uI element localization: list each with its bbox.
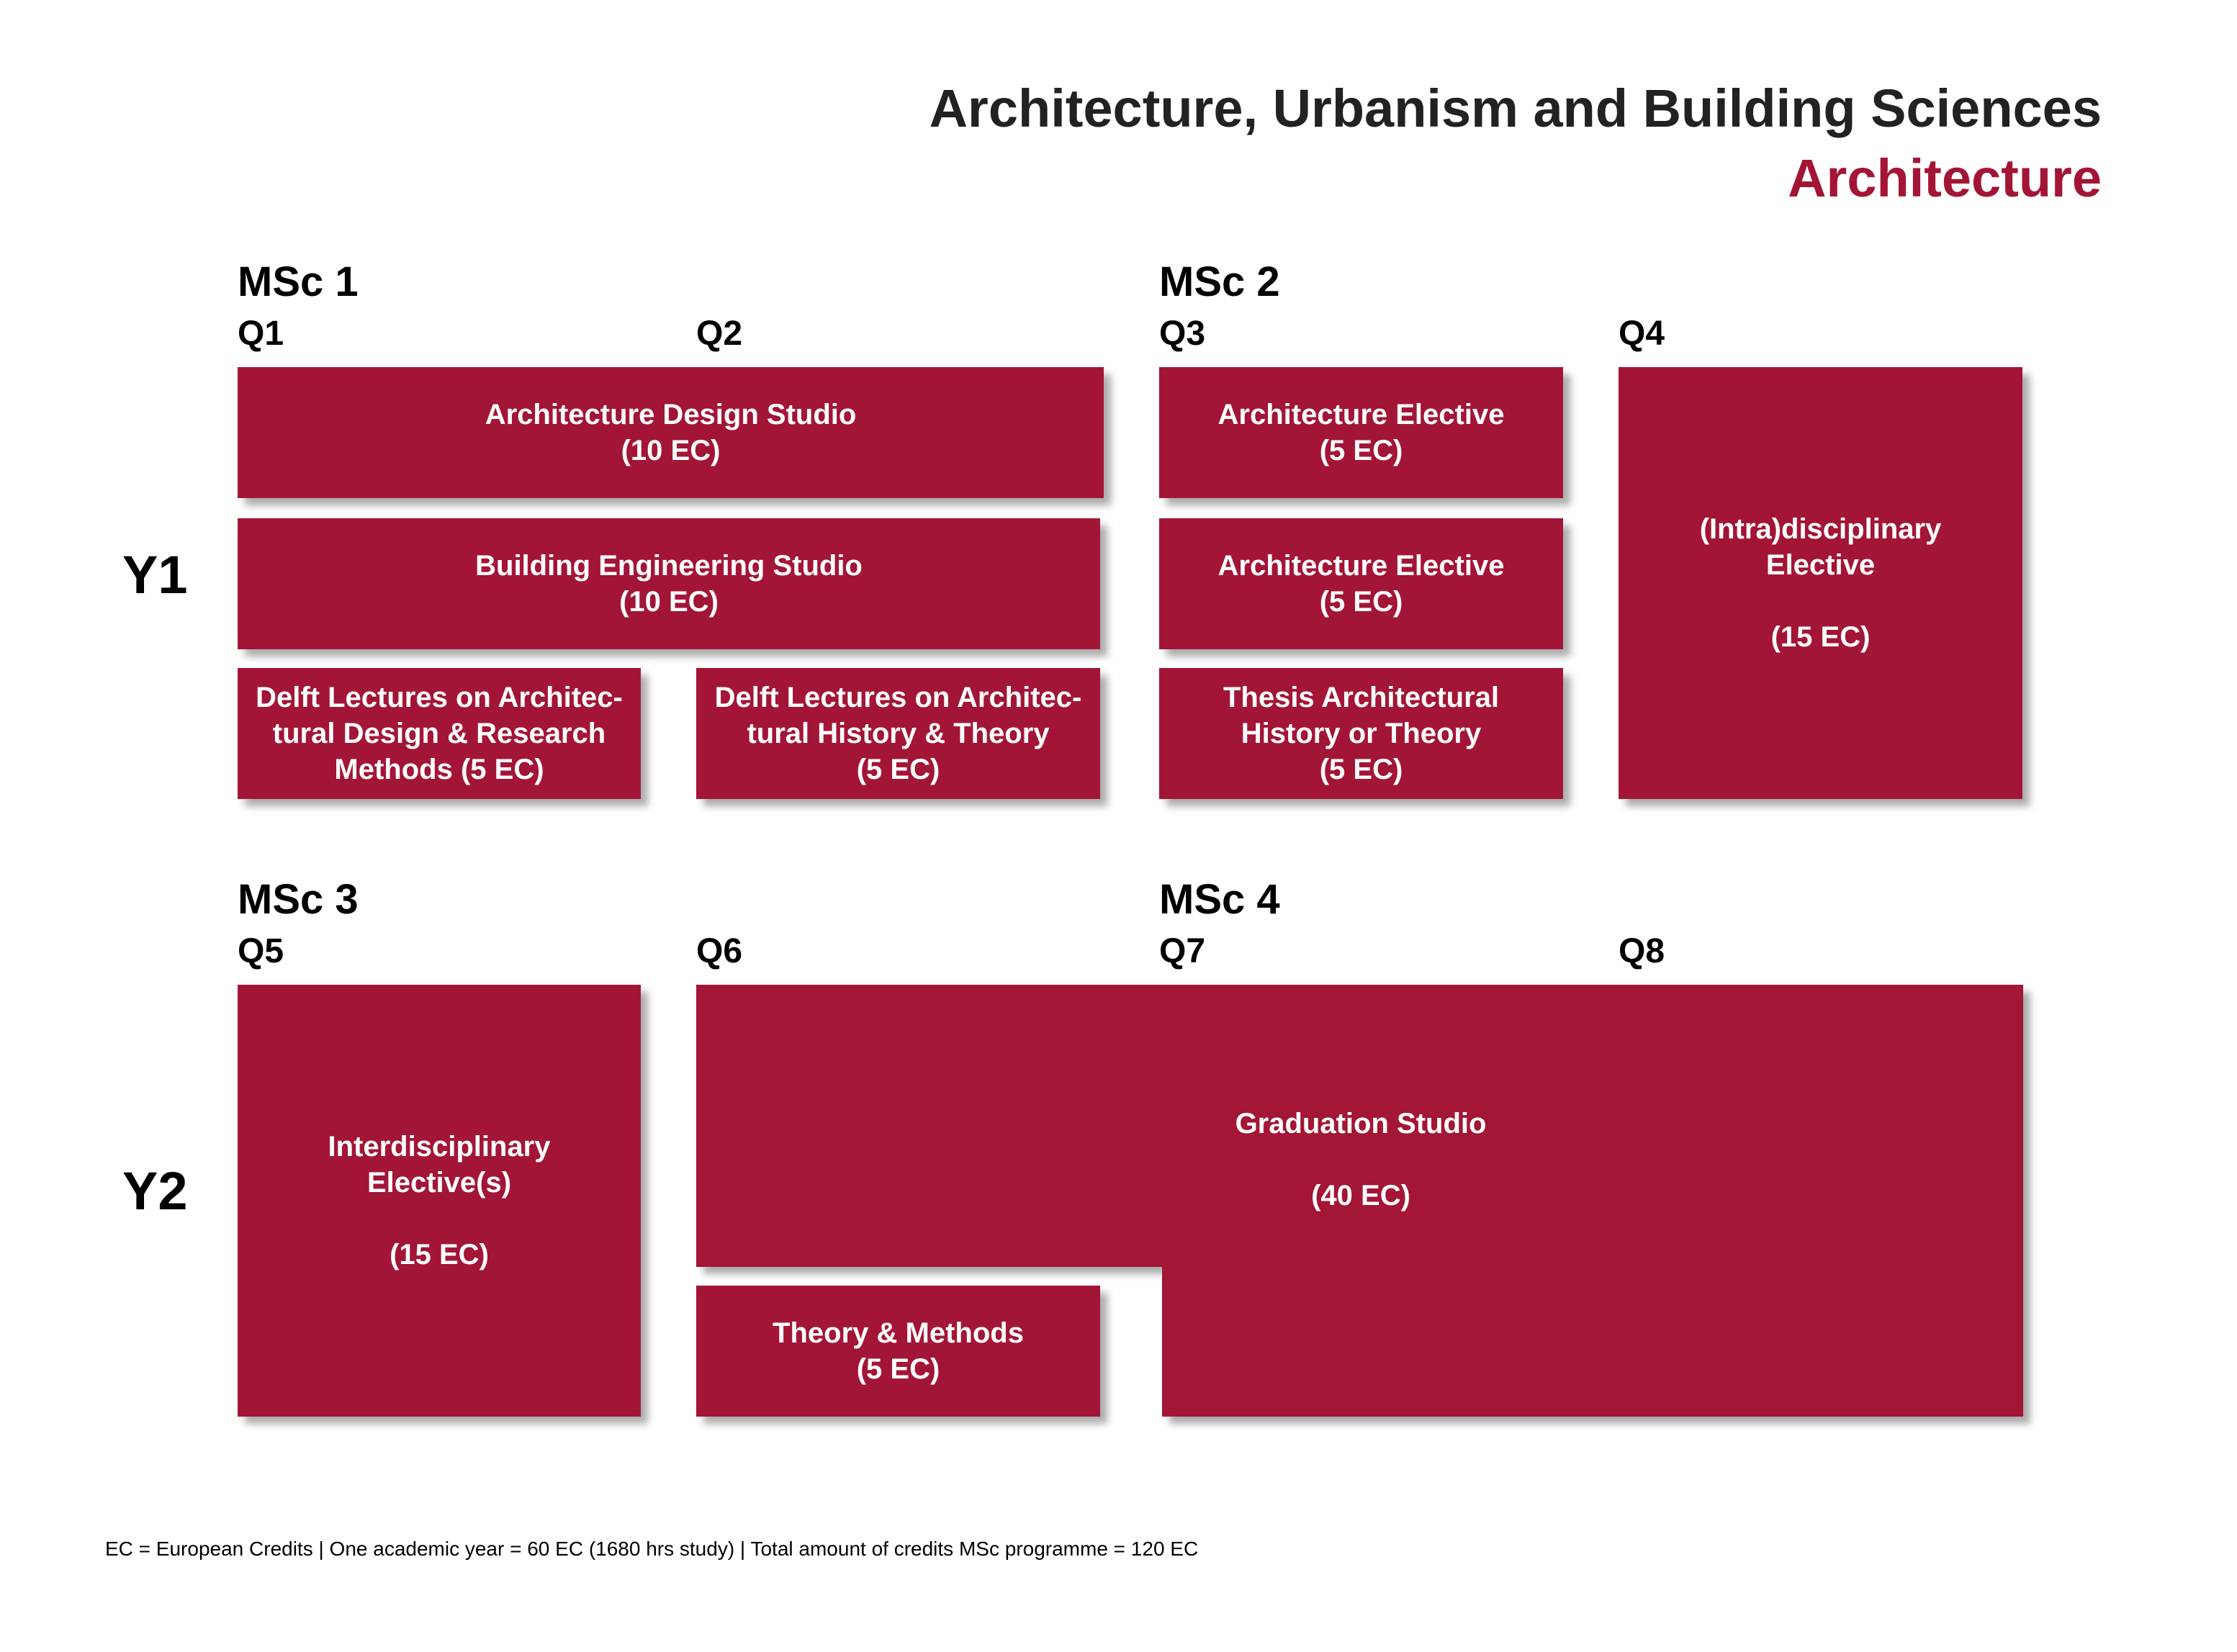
course-block-architecture-elective-2: Architecture Elective (5 EC) <box>1159 518 1563 649</box>
quarter-label-q5: Q5 <box>238 932 284 970</box>
quarter-label-q3: Q3 <box>1159 315 1206 353</box>
footnote: EC = European Credits | One academic year = 60 EC (1680 hrs study) | Total amount of credits MSc programme = 120 EC <box>105 1538 1199 1560</box>
quarter-label-q1: Q1 <box>238 315 284 353</box>
quarter-label-q8: Q8 <box>1619 932 1665 970</box>
semester-label-msc3: MSc 3 <box>238 876 359 923</box>
course-block-intradisciplinary-elective: (Intra)disciplinary Elective (15 EC) <box>1619 367 2022 799</box>
year-label-y2: Y2 <box>122 1161 188 1221</box>
semester-label-msc4: MSc 4 <box>1159 876 1280 923</box>
quarter-label-q4: Q4 <box>1619 315 1665 353</box>
quarter-label-q2: Q2 <box>696 315 743 353</box>
graduation-studio-label: Graduation Studio (40 EC) <box>1235 1108 1487 1211</box>
course-block-building-engineering-studio: Building Engineering Studio (10 EC) <box>238 518 1100 649</box>
quarter-label-q6: Q6 <box>696 932 743 970</box>
semester-label-msc1: MSc 1 <box>238 258 359 305</box>
course-block-delft-lectures-design-research: Delft Lectures on Architec- tural Design & Research Methods (5 EC) <box>238 668 641 799</box>
course-block-architecture-design-studio: Architecture Design Studio (10 EC) <box>238 367 1104 498</box>
faculty-title: Architecture, Urbanism and Building Sciences <box>929 78 2102 138</box>
course-block-interdisciplinary-electives: Interdisciplinary Elective(s) (15 EC) <box>238 985 641 1417</box>
quarter-label-q7: Q7 <box>1159 932 1206 970</box>
course-block-architecture-elective-1: Architecture Elective (5 EC) <box>1159 367 1563 498</box>
course-block-delft-lectures-history-theory: Delft Lectures on Architec- tural History & Theory (5 EC) <box>696 668 1100 799</box>
year-label-y1: Y1 <box>122 545 188 605</box>
course-block-theory-methods: Theory & Methods (5 EC) <box>696 1286 1100 1417</box>
semester-label-msc2: MSc 2 <box>1159 258 1280 305</box>
programme-title: Architecture <box>1788 148 2102 208</box>
course-block-thesis-history-theory: Thesis Architectural History or Theory (5 EC) <box>1159 668 1563 799</box>
